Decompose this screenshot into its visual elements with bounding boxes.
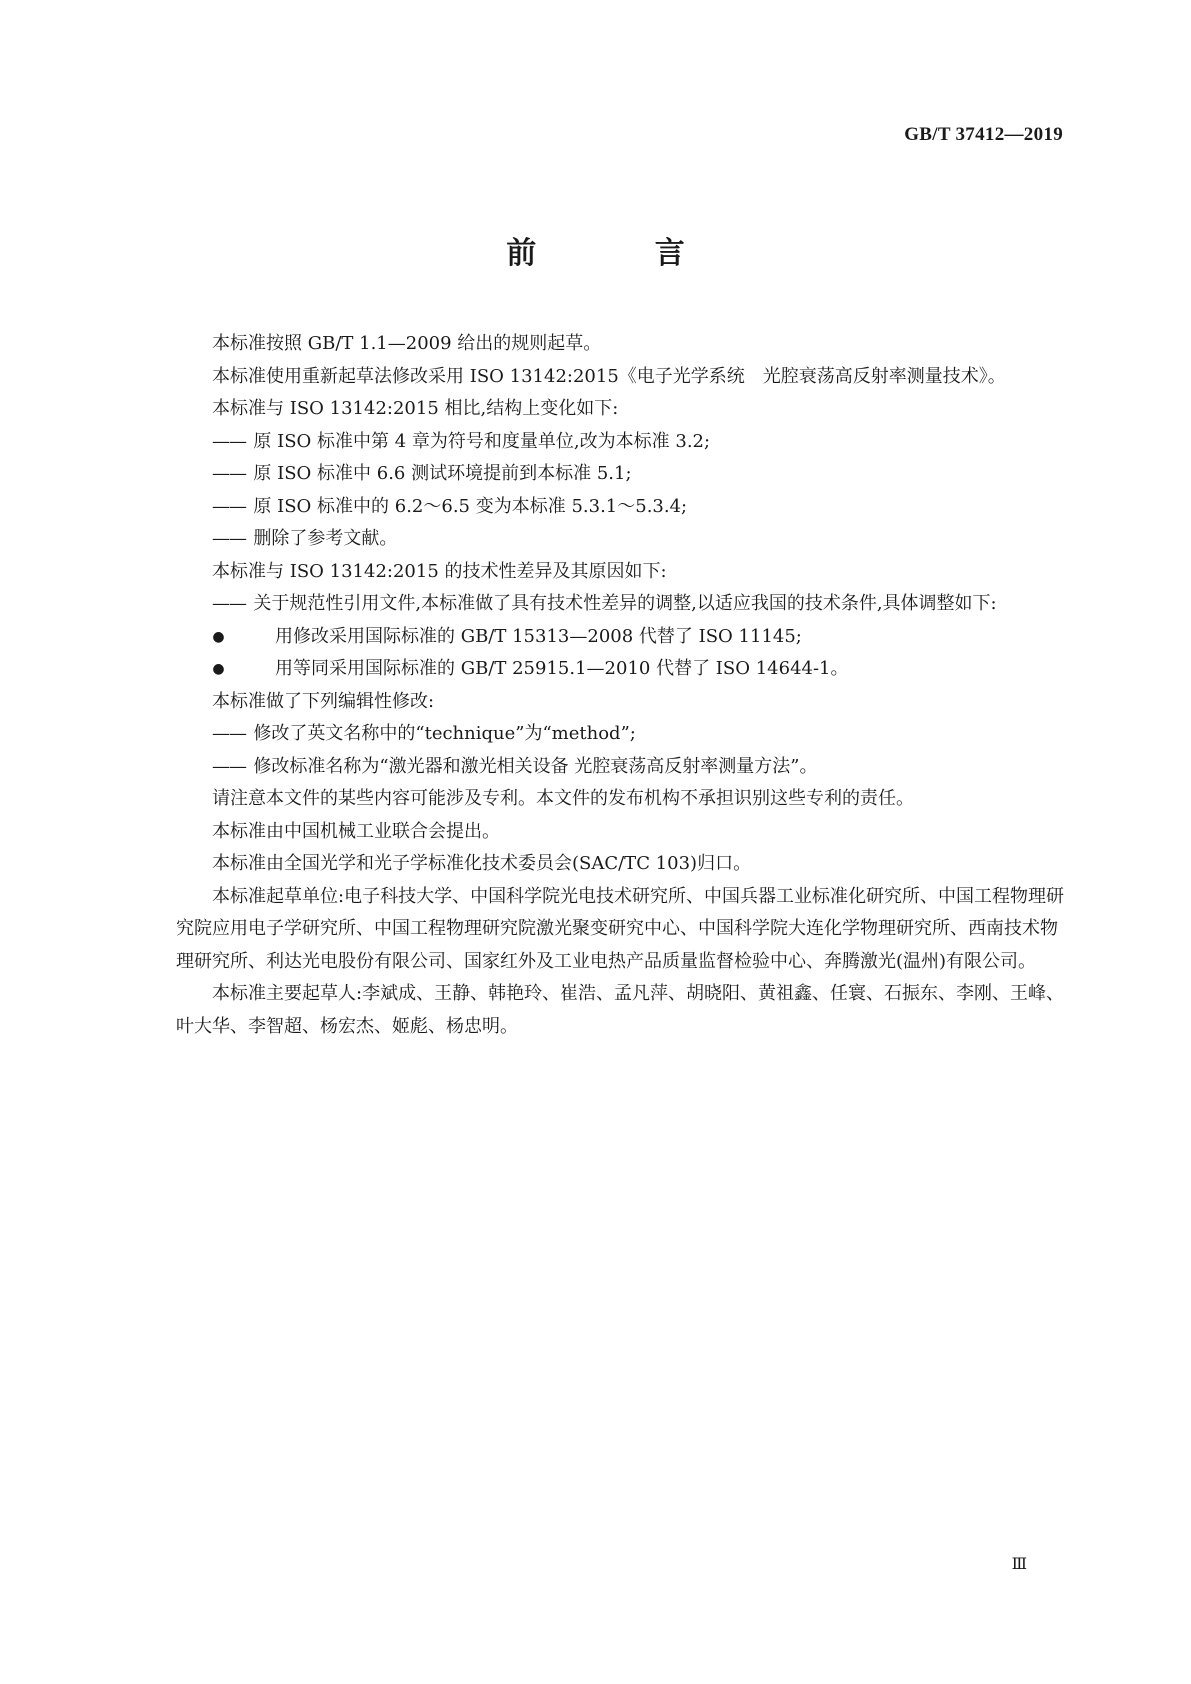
paragraph-committee: 本标准由全国光学和光子学标准化技术委员会(SAC/TC 103)归口。 <box>212 853 752 874</box>
list-item: —— 原 ISO 标准中第 4 章为符号和度量单位,改为本标准 3.2; <box>212 430 711 452</box>
foreword-content <box>176 328 1074 1043</box>
bullet-item: ● 用修改采用国际标准的 GB/T 15313—2008 代替了 ISO 11145; <box>176 621 1074 654</box>
paragraph-editorial-changes: 本标准做了下列编辑性修改: <box>212 690 435 712</box>
standard-number: GB/T 37412—2019 <box>904 124 1063 145</box>
page-title: 前 言 <box>506 236 739 271</box>
list-item: —— 修改了英文名称中的“technique”为“method”; <box>212 723 636 744</box>
page-number: Ⅲ <box>1011 1556 1027 1573</box>
paragraph-patent-notice: 请注意本文件的某些内容可能涉及专利。本文件的发布机构不承担识别这些专利的责任。 <box>212 788 914 809</box>
bullet-item: ● 用等同采用国际标准的 GB/T 25915.1—2010 代替了 ISO 14644-1。 <box>176 653 1074 686</box>
list-item: —— 原 ISO 标准中的 6.2～6.5 变为本标准 5.3.1～5.3.4; <box>212 495 688 517</box>
bullet-icon: ● <box>212 628 225 645</box>
paragraph-adoption: 本标准使用重新起草法修改采用 ISO 13142:2015《电子光学系统 光腔衰荡高反射率测量技术》。 <box>212 365 1006 387</box>
paragraph-structure-changes: 本标准与 ISO 13142:2015 相比,结构上变化如下: <box>212 398 619 419</box>
bullet-icon: ● <box>212 661 225 677</box>
paragraph-technical-differences: 本标准与 ISO 13142:2015 的技术性差异及其原因如下: <box>212 560 667 582</box>
paragraph-drafting-rules: 本标准按照 GB/T 1.1—2009 给出的规则起草。 <box>212 333 602 354</box>
list-item: —— 关于规范性引用文件,本标准做了具有技术性差异的调整,以适应我国的技术条件,具体调整如下: <box>212 593 997 614</box>
list-item: —— 原 ISO 标准中 6.6 测试环境提前到本标准 5.1; <box>212 463 632 484</box>
list-item: —— 修改标准名称为“激光器和激光相关设备 光腔衰荡高反射率测量方法”。 <box>212 755 818 777</box>
paragraph-drafting-units: 本标准起草单位:电子科技大学、中国科学院光电技术研究所、中国兵器工业标准化研究所、中国工程物理研究院应用电子学研究所、中国工程物理研究院激光聚变研究中心、中国科学院大连化学物理研究所、西南技术物理研究所、利达光电股份有限公司、国家红外及工业电热产品质量监督检验中心、奔腾激光(温州)有限公司。 <box>176 885 1065 972</box>
list-item: —— 删除了参考文献。 <box>212 528 398 549</box>
paragraph-drafters: 本标准主要起草人:李斌成、王静、韩艳玲、崔浩、孟凡萍、胡晓阳、黄祖鑫、任寰、石振东、李刚、王峰、叶大华、李智超、杨宏杰、姬彪、杨忠明。 <box>176 983 1065 1037</box>
paragraph-proposer: 本标准由中国机械工业联合会提出。 <box>212 820 500 842</box>
